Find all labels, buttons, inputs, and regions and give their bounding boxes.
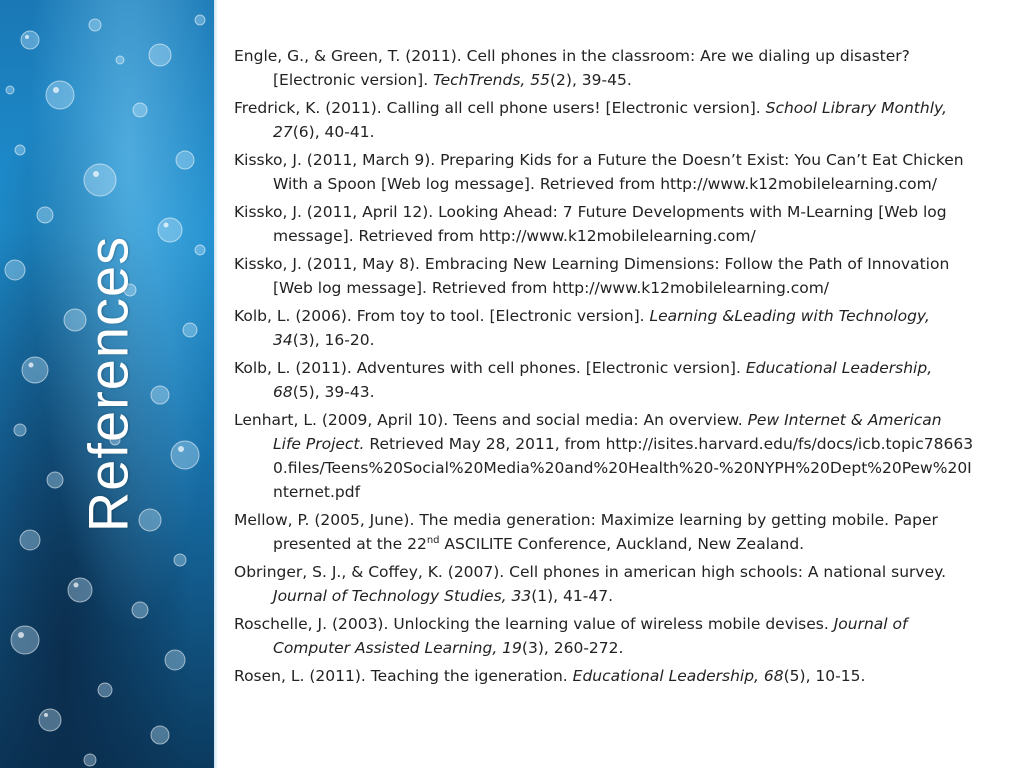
reference-entry xyxy=(234,508,974,556)
reference-text: Obringer, S. J., & Coffey, K. (2007). Cell phones in american high schools: A national survey. xyxy=(234,563,946,581)
reference-source: Educational Leadership, 68 xyxy=(273,359,933,401)
reference-details: (3), 260-272. xyxy=(521,639,624,657)
reference-source: TechTrends, 55 xyxy=(433,71,550,89)
reference-entry xyxy=(234,44,974,92)
reference-details: Retrieved May 28, 2011, from http://isites.harvard.edu/fs/docs/icb.topic786630.files/Teens%20Social%20Media%20and%20Health%20-%20NYPH%20Dept%20Pew%20Internet.pdf xyxy=(273,435,974,501)
reference-details: (5), 39-43. xyxy=(292,383,375,401)
reference-entry xyxy=(234,304,974,352)
reference-text: Mellow, P. (2005, June). The media generation: Maximize learning by getting mobile. Paper presented at the 22 xyxy=(234,511,938,553)
water-bubbles-panel xyxy=(0,0,214,768)
reference-details: (6), 40-41. xyxy=(292,123,375,141)
reference-text: Kissko, J. (2011, April 12). Looking Ahead: 7 Future Developments with M-Learning [Web log message]. Retrieved from http://www.k12mobilelearning.com/ xyxy=(234,203,947,245)
reference-details: (3), 16-20. xyxy=(292,331,375,349)
reference-entry xyxy=(234,560,974,608)
reference-text: Roschelle, J. (2003). Unlocking the learning value of wireless mobile devises. xyxy=(234,615,834,633)
reference-details: (2), 39-45. xyxy=(550,71,632,89)
reference-entry xyxy=(234,356,974,404)
reference-source: Educational Leadership, 68 xyxy=(572,667,784,685)
reference-entry xyxy=(234,148,974,196)
reference-text: Rosen, L. (2011). Teaching the igeneration. xyxy=(234,667,573,685)
reference-entry xyxy=(234,408,974,504)
reference-text: Lenhart, L. (2009, April 10). Teens and social media: An overview. xyxy=(234,411,748,429)
reference-details: ASCILITE Conference, Auckland, New Zealand. xyxy=(439,535,805,553)
reference-details: (5), 10-15. xyxy=(783,667,866,685)
reference-text: Kolb, L. (2006). From toy to tool. [Electronic version]. xyxy=(234,307,650,325)
reference-text: Fredrick, K. (2011). Calling all cell phone users! [Electronic version]. xyxy=(234,99,766,117)
reference-text: Kissko, J. (2011, March 9). Preparing Kids for a Future the Doesn’t Exist: You Can’t Eat Chicken With a Spoon [Web log message]. Retrieved from http://www.k12mobilelearning.com/ xyxy=(234,151,964,193)
reference-list xyxy=(234,44,974,692)
reference-entry xyxy=(234,200,974,248)
panel-divider xyxy=(214,0,218,768)
reference-text: Kissko, J. (2011, May 8). Embracing New Learning Dimensions: Follow the Path of Innovation [Web log message]. Retrieved from http://www.k12mobilelearning.com/ xyxy=(234,255,950,297)
reference-source: Learning &Leading with Technology, 34 xyxy=(273,307,930,349)
reference-details: (1), 41-47. xyxy=(531,587,613,605)
reference-entry xyxy=(234,96,974,144)
reference-superscript: nd xyxy=(426,534,440,546)
reference-source: School Library Monthly, 27 xyxy=(273,99,947,141)
reference-entry xyxy=(234,612,974,660)
reference-text: Engle, G., & Green, T. (2011). Cell phones in the classroom: Are we dialing up disaster? [Electronic version]. xyxy=(234,47,910,89)
reference-text: Kolb, L. (2011). Adventures with cell phones. [Electronic version]. xyxy=(234,359,746,377)
reference-source: Pew Internet & American Life Project. xyxy=(273,411,942,453)
slide-title: References xyxy=(76,235,140,533)
reference-entry xyxy=(234,252,974,300)
reference-entry xyxy=(234,664,974,688)
reference-source: Journal of Computer Assisted Learning, 19 xyxy=(273,615,908,657)
reference-source: Journal of Technology Studies, 33 xyxy=(273,587,532,605)
